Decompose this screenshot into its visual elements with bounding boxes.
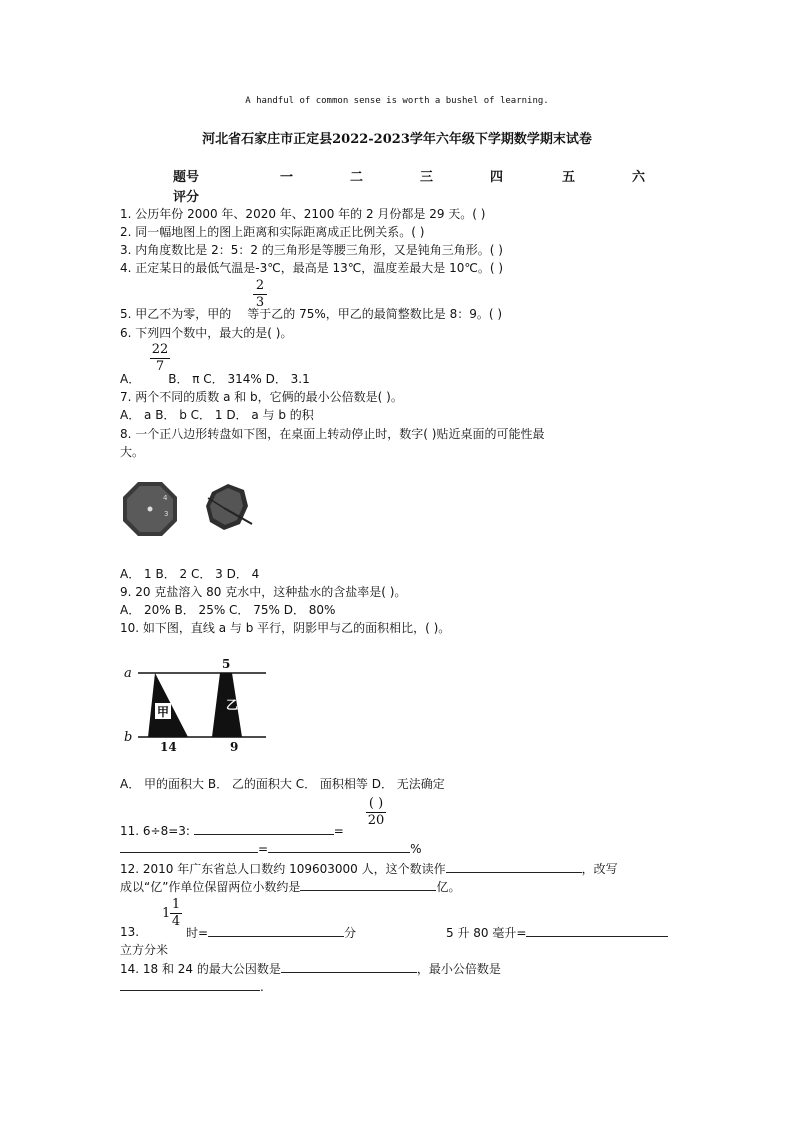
question-1: 1. 公历年份 2000 年、2020 年、2100 年的 2 月份都是 29 天。( ) — [120, 207, 486, 221]
q13-text-b: 分 — [344, 926, 357, 940]
q11-equals: = — [333, 824, 344, 838]
question-2: 2. 同一幅地图上的图上距离和实际距离成正比例关系。( ) — [120, 225, 425, 239]
question-8-line-2: 大。 — [120, 445, 145, 459]
label-bottom-9: 9 — [230, 740, 239, 754]
q8-options: A． 1 B． 2 C． 3 D． 4 — [120, 567, 260, 581]
score-table-header-label: 题号 — [173, 170, 200, 185]
q6-option-a-label: A． — [120, 372, 141, 386]
question-14-line-2 — [120, 978, 264, 995]
question-12-line-2 — [120, 878, 460, 895]
score-table-col-1: 一 — [280, 170, 294, 185]
q11-blank-1[interactable] — [194, 822, 334, 835]
octagon-spinner-figure — [120, 478, 260, 540]
q13-whole: 1 — [162, 906, 171, 921]
q13-blank-2[interactable] — [526, 924, 668, 937]
q14-text-b: ，最小公倍数是 — [416, 962, 501, 976]
question-11 — [120, 822, 344, 839]
q7-options: A． a B． b C． 1 D． a 与 b 的积 — [120, 408, 314, 422]
q6-options — [120, 371, 310, 387]
label-a: a — [124, 666, 132, 681]
question-4: 4. 正定某日的最低气温是-3℃，最高是 13℃，温度差最大是 10℃。( ) — [120, 261, 504, 275]
yi-label: 乙 — [226, 698, 239, 712]
page-title: 河北省石家庄市正定县2022-2023学年六年级下学期数学期末试卷 — [202, 132, 592, 147]
q14-blank-1[interactable] — [281, 960, 417, 973]
label-bottom-14: 14 — [160, 740, 177, 754]
q5-text-b: 等于乙的 75%，甲乙的最简整数比是 8：9。( ) — [247, 307, 503, 321]
q12-text-d: 亿。 — [436, 880, 461, 894]
jia-label: 甲 — [157, 705, 170, 719]
q11-fraction — [366, 796, 386, 829]
question-13-line — [186, 924, 356, 941]
q6-fraction-denominator: 7 — [155, 359, 165, 374]
question-9: 9. 20 克盐溶入 80 克水中，这种盐水的含盐率是( )。 — [120, 585, 407, 599]
q11-text: 11. 6÷8=3: — [120, 824, 190, 838]
question-8-line-1: 8. 一个正八边形转盘如下图，在桌面上转动停止时，数字( )贴近桌面的可能性最 — [120, 427, 545, 441]
q6-options-rest: B． π C． 314% D． 3.1 — [168, 372, 310, 386]
q14-blank-2[interactable] — [120, 978, 260, 991]
question-11-line-2 — [120, 840, 421, 857]
q5-fraction-numerator: 2 — [253, 278, 267, 295]
q13-text-c: 5 升 80 毫升= — [446, 926, 527, 940]
question-13 — [120, 924, 139, 940]
q13-unit: 立方分米 — [120, 943, 169, 957]
q13-fraction — [170, 897, 182, 930]
parallel-lines-triangle-figure — [120, 655, 270, 755]
q6-fraction-numerator: 22 — [151, 342, 169, 357]
q11-blank-3[interactable] — [268, 840, 410, 853]
label-top-5: 5 — [222, 657, 231, 671]
score-table-col-4: 四 — [490, 170, 504, 185]
octagon-spinner-tilted-icon — [206, 484, 252, 530]
q5-text-a: 5. 甲乙不为零，甲的 — [120, 307, 232, 321]
score-table-score-label: 评分 — [173, 190, 200, 205]
q11-fraction-denominator: 20 — [367, 813, 385, 828]
q12-text-c: 成以“亿”作单位保留两位小数约是 — [120, 880, 301, 894]
q13-blank-1[interactable] — [208, 924, 344, 937]
q11-fraction-numerator: ( ) — [366, 796, 386, 813]
q11-blank-2[interactable] — [120, 840, 258, 853]
q5-fraction-denominator: 3 — [255, 295, 265, 310]
question-5 — [120, 306, 502, 322]
q13-number: 13. — [120, 925, 140, 939]
svg-text:3: 3 — [164, 510, 169, 518]
score-table-col-6: 六 — [632, 170, 646, 185]
question-3: 3. 内角度数比是 2：5：2 的三角形是等腰三角形，又是钝角三角形。( ) — [120, 243, 503, 257]
q11-equals-2: = — [258, 842, 269, 856]
octagon-spinner-flat-icon — [123, 482, 177, 536]
question-14 — [120, 960, 501, 977]
label-b: b — [124, 730, 133, 745]
q9-options: A． 20% B． 25% C． 75% D． 80% — [120, 603, 336, 617]
question-13-part-2 — [446, 924, 668, 941]
header-motto: A handful of common sense is worth a bushel of learning. — [245, 96, 549, 106]
q10-options: A． 甲的面积大 B． 乙的面积大 C． 面积相等 D． 无法确定 — [120, 777, 445, 791]
question-6: 6. 下列四个数中，最大的是( )。 — [120, 326, 293, 340]
score-table-col-2: 二 — [350, 170, 364, 185]
q13-text-a: 时= — [186, 926, 209, 940]
q14-end: . — [260, 980, 264, 994]
q13-fraction-denominator: 4 — [171, 914, 181, 929]
q14-text-a: 14. 18 和 24 的最大公因数是 — [120, 962, 281, 976]
score-table-col-5: 五 — [562, 170, 576, 185]
q12-blank-2[interactable] — [300, 878, 436, 891]
question-10: 10. 如下图，直线 a 与 b 平行，阴影甲与乙的面积相比，( )。 — [120, 621, 451, 635]
q13-fraction-numerator: 1 — [171, 897, 181, 912]
svg-text:4: 4 — [163, 494, 168, 502]
q12-text-a: 12. 2010 年广东省总人口数约 109603000 人，这个数读作 — [120, 862, 446, 876]
q11-percent: % — [410, 842, 422, 856]
score-table-col-3: 三 — [420, 170, 434, 185]
q12-text-b: ，改写 — [581, 862, 618, 876]
question-7: 7. 两个不同的质数 a 和 b，它俩的最小公倍数是( )。 — [120, 390, 403, 404]
q12-blank-1[interactable] — [446, 860, 582, 873]
question-12 — [120, 860, 618, 877]
